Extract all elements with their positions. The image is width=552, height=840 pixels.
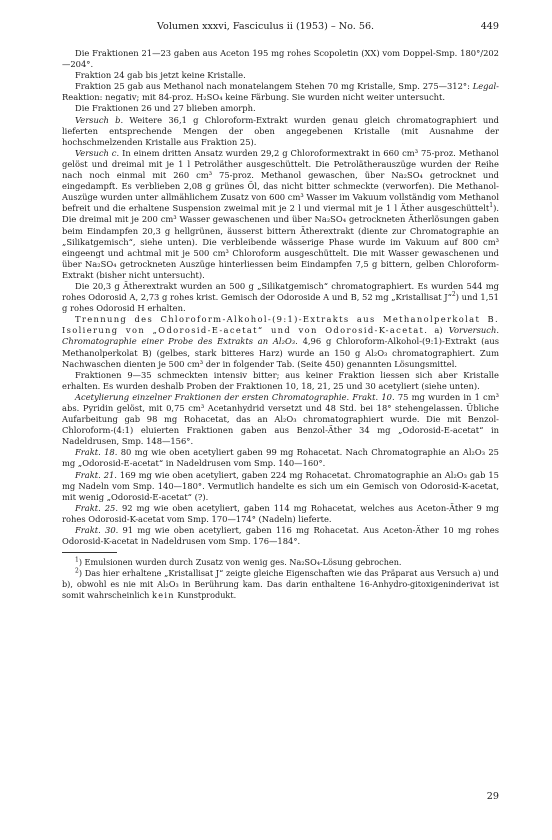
paragraph: Die Fraktionen 26 und 27 blieben amorph. xyxy=(75,103,256,114)
signature-mark: 29 xyxy=(486,791,499,802)
paragraph: Acetylierung einzelner Fraktionen der ersten Chromatographie. Frakt. 10. 75 mg wurden in 1 cm³ abs. Pyridin gelöst, mit 0,75 cm³ Acetanhydrid versetzt und 48 Std. bei 18° stehengelassen. Übliche Aufarbeitung gab 98 mg Rohacetat, das an Al₂O₃ chromatographiert wurde. Die mit Benzol-Chloroform-(4:1) eluierten Fraktionen gaben aus Benzol-Äther 34 mg „Odorosid-E-acetat“ in Nadeldrusen, Smp. 148—156°. xyxy=(62,391,499,447)
paragraph: Frakt. 30. 91 mg wie oben acetyliert, gaben 116 mg Rohacetat. Aus Aceton-Äther 10 mg rohes Odorosid-K-acetat in Nadeldrusen vom Smp. 176—184°. xyxy=(62,525,499,547)
paragraph: Die Fraktionen 21—23 gaben aus Aceton 195 mg rohes Scopoletin (XX) vom Doppel-Smp. 180°/202—204°. xyxy=(62,48,499,70)
section-heading-paragraph: Trennung des Chloroform-Alkohol-(9:1)-Extrakts aus Methanolperkolat B. Isolierung von „Odorosid-E-acetat“ und von Odorosid-K-acetat. a) Vorversuch. Chromatographie einer Probe des Extrakts an Al₂O₃. 4,96 g Chloroform-Alkohol-(9:1)-Extrakt (aus Methanolperkolat B) (gelbes, stark bitteres Harz) wurde an 150 g Al₂O₃ chromatographiert. Zum Nachwaschen dienten je 500 cm³ der in folgender Tab. (Seite 450) genannten Lösungsmittel. xyxy=(62,314,499,369)
paragraph: Fraktion 24 gab bis jetzt keine Kristalle. xyxy=(75,70,246,81)
paragraph: Fraktionen 9—35 schmeckten intensiv bitter; aus keiner Fraktion liessen sich aber Kristalle erhalten. Es wurden deshalb Proben der Fraktionen 10, 18, 21, 25 und 30 acetyliert (siehe unten). xyxy=(62,369,499,391)
paragraph: Versuch b. Weitere 36,1 g Chloroform-Extrakt wurden genau gleich chromatographiert und lieferten entsprechende Mengen der oben angegebenen Kristalle (mit Ausnahme der hochschmelzenden Kristalle aus Fraktion 25). xyxy=(62,114,499,147)
footnote-divider xyxy=(62,552,117,553)
paragraph: Die 20,3 g Ätherextrakt wurden an 500 g „Silikatgemisch“ chromatographiert. Es wurden 544 mg rohes Odorosid A, 2,73 g rohes krist. Gemisch der Odoroside A und B, 52 mg „Kristallisat J“$^2$) und 1,51 g rohes Odorosid H erhalten. xyxy=(62,280,499,314)
footnote-ref: 2 xyxy=(451,291,456,299)
article-body xyxy=(62,48,499,601)
paragraph: Frakt. 21. 169 mg wie oben acetyliert, gaben 224 mg Rohacetat. Chromatographie an Al₂O₃ gab 15 mg Nadeln vom Smp. 140—180°. Vermutlich handelte es sich um ein Gemisch von Odorosid-K-acetat, mit wenig „Odorosid-E-acetat“ (?). xyxy=(62,469,499,502)
footnote-ref: 1 xyxy=(489,202,494,210)
paragraph: Fraktion 25 gab aus Methanol nach monatelangem Stehen 70 mg Kristalle, Smp. 275—312°: Legal-Reaktion: negativ; mit 84-proz. H₂SO₄ keine Färbung. Sie wurden nicht weiter untersucht. xyxy=(62,81,499,103)
paragraph: Frakt. 18. 80 mg wie oben acetyliert gaben 99 mg Rohacetat. Nach Chromatographie an Al₂O₃ 25 mg „Odorosid-E-acetat“ in Nadeldrusen vom Smp. 140—160°. xyxy=(62,447,499,469)
paragraph: Versuch c. In einem dritten Ansatz wurden 29,2 g Chloroformextrakt in 660 cm³ 75-proz. Methanol gelöst und dreimal mit je 1 l Petroläther ausgeschüttelt. Die Petrolätherauszüge wurden der Reihe nach noch einmal mit 260 cm³ 75-proz. Methanol gewaschen, über Na₂SO₄ getrocknet und eingedampft. Es verblieben 2,08 g grünes Öl, das nicht bitter schmeckte (verworfen). Die Methanol-Auszüge wurden unter allmählichem Zusatz von 600 cm³ Wasser im Vakuum vollständig vom Methanol befreit und die erhaltene Suspension zweimal mit je 2 l und viermal mit je 1 l Äther ausgeschüttelt$^1$). Die dreimal mit je 200 cm³ Wasser gewaschenen und über Na₂SO₄ getrockneten Ätherlösungen gaben beim Eindampfen 20,3 g hellgrünen, äusserst bittern Ätherextrakt (diente zur Chromatographie an „Silikatgemisch“, siehe unten). Die verbleibende wässerige Phase wurde im Vakuum auf 800 cm³ eingeengt und achtmal mit je 500 cm³ Chloroform ausgeschüttelt. Die mit Wasser gewaschenen und über Na₂SO₄ getrockneten Auszüge hinterliessen beim Eindampfen 7,5 g bittern, gelben Chloroform-Extrakt (bisher nicht untersucht). xyxy=(62,147,499,280)
footnote: $^1$) Emulsionen wurden durch Zusatz von wenig ges. Na₂SO₄-Lösung gebrochen. xyxy=(75,556,402,568)
footnotes xyxy=(62,557,499,601)
paragraph: Frakt. 25. 92 mg wie oben acetyliert, gaben 114 mg Rohacetat, welches aus Aceton-Äther 9 mg rohes Odorosid-K-acetat vom Smp. 170—174° (Nadeln) lieferte. xyxy=(62,502,499,524)
running-title: Volumen xxxvi, Fasciculus ii (1953) – No. 56. xyxy=(157,21,375,32)
page-number: 449 xyxy=(480,21,499,32)
section-heading: Trennung des Chloroform-Alkohol-(9:1)-Extrakts aus Methanolperkolat B. Isolierung von „Odorosid-E-acetat“ und von Odorosid-K-acetat. xyxy=(62,314,499,336)
footnote: $^2$) Das hier erhaltene „Kristallisat J“ zeigte gleiche Eigenschaften wie das Präparat aus Versuch a) und b), obwohl es nie mit Al₂O₃ in Berührung kam. Das darin enthaltene 16-Anhydro-gitoxigeninderivat ist somit wahrscheinlich kein Kunstprodukt. xyxy=(62,567,499,601)
